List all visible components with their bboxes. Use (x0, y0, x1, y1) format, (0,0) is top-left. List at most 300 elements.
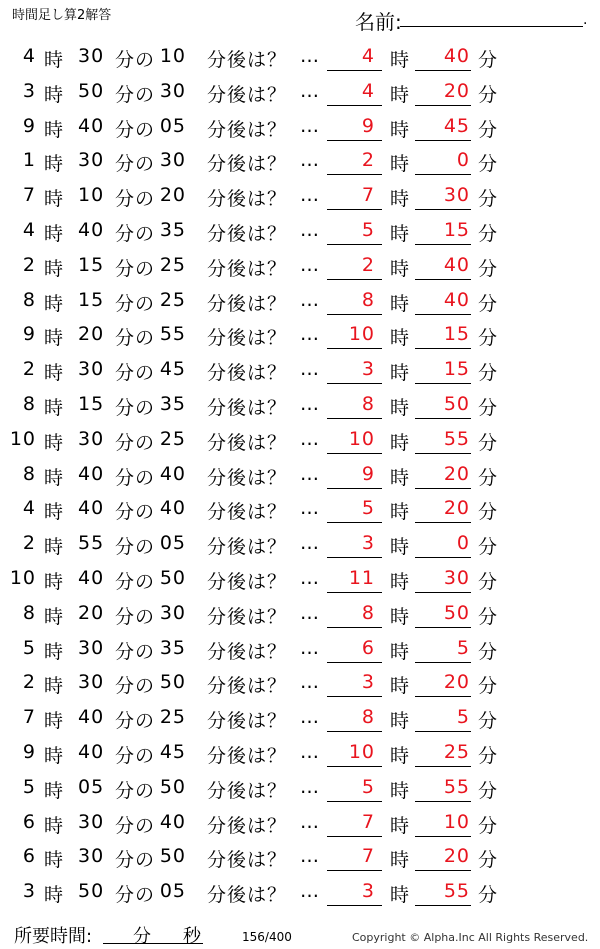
answer-minute: 20 (443, 671, 470, 694)
added-minutes: 30 (159, 149, 186, 172)
minutes-after-label: 分後は？ (207, 153, 288, 176)
answer-minute-label: 分 (478, 327, 499, 350)
minute-of-label: 分の (115, 640, 156, 663)
minute-of-label: 分の (115, 570, 156, 593)
minutes-after-label: 分後は？ (207, 640, 288, 663)
minute-of-label: 分の (115, 501, 156, 524)
start-minute: 40 (78, 497, 105, 520)
start-hour: 1 (22, 149, 36, 172)
minutes-after-label: 分後は？ (207, 710, 288, 733)
start-hour: 6 (22, 810, 36, 833)
start-minute: 30 (78, 671, 105, 694)
answer-hour: 3 (361, 532, 375, 555)
start-hour: 10 (9, 566, 36, 589)
minutes-after-label: 分後は？ (207, 849, 288, 872)
problem-row (0, 838, 600, 873)
answer-hour-label: 時 (390, 536, 411, 559)
minute-of-label: 分の (115, 849, 156, 872)
answer-minute: 40 (443, 45, 470, 67)
hour-label: 時 (44, 849, 65, 872)
answer-hour-label: 時 (390, 257, 411, 280)
answer-hour: 4 (361, 79, 375, 102)
minute-of-label: 分の (115, 466, 156, 489)
minutes-after-label: 分後は？ (207, 536, 288, 559)
answer-hour-underline (327, 453, 382, 454)
ellipsis: … (300, 740, 320, 763)
ellipsis: … (300, 566, 320, 589)
hour-label: 時 (44, 49, 65, 71)
start-hour: 5 (22, 775, 36, 798)
answer-minute: 25 (443, 740, 470, 763)
answer-hour: 3 (361, 358, 375, 381)
hour-label: 時 (44, 814, 65, 837)
ellipsis: … (300, 497, 320, 520)
time-required-label: 所要時間: (14, 926, 93, 947)
answer-hour-label: 時 (390, 884, 411, 907)
answer-minute-label: 分 (478, 118, 499, 141)
problem-row (0, 699, 600, 734)
start-minute: 40 (78, 566, 105, 589)
problem-row (0, 560, 600, 595)
start-minute: 30 (78, 636, 105, 659)
problem-row (0, 664, 600, 699)
start-minute: 50 (78, 79, 105, 102)
start-hour: 7 (22, 184, 36, 207)
ellipsis: … (300, 218, 320, 241)
answer-hour: 3 (361, 671, 375, 694)
answer-hour-underline (327, 662, 382, 663)
start-hour: 4 (22, 45, 36, 67)
name-field-line (400, 26, 583, 27)
answer-hour: 10 (348, 427, 375, 450)
answer-minute-label: 分 (478, 431, 499, 454)
answer-minute-underline (415, 140, 471, 141)
hour-label: 時 (44, 222, 65, 245)
answer-hour-underline (327, 348, 382, 349)
problem-row (0, 38, 600, 73)
answer-hour-underline (327, 696, 382, 697)
answer-minute-underline (415, 314, 471, 315)
answer-hour-label: 時 (390, 675, 411, 698)
ellipsis: … (300, 636, 320, 659)
answer-minute-underline (415, 279, 471, 280)
added-minutes: 25 (159, 427, 186, 450)
hour-label: 時 (44, 188, 65, 211)
minute-of-label: 分の (115, 327, 156, 350)
ellipsis: … (300, 427, 320, 450)
answer-minute: 50 (443, 601, 470, 624)
start-hour: 3 (22, 79, 36, 102)
ellipsis: … (300, 323, 320, 346)
minutes-after-label: 分後は？ (207, 83, 288, 106)
start-minute: 40 (78, 114, 105, 137)
minute-of-label: 分の (115, 675, 156, 698)
minutes-after-label: 分後は？ (207, 466, 288, 489)
answer-minute-label: 分 (478, 292, 499, 315)
answer-hour-underline (327, 418, 382, 419)
time-required-second-unit: 秒 (183, 926, 201, 947)
answer-minute-underline (415, 592, 471, 593)
answer-hour-label: 時 (390, 83, 411, 106)
minute-of-label: 分の (115, 884, 156, 907)
added-minutes: 30 (159, 601, 186, 624)
hour-label: 時 (44, 710, 65, 733)
answer-minute: 55 (443, 775, 470, 798)
minutes-after-label: 分後は？ (207, 605, 288, 628)
start-minute: 05 (78, 775, 105, 798)
minute-of-label: 分の (115, 536, 156, 559)
answer-hour-label: 時 (390, 814, 411, 837)
added-minutes: 30 (159, 79, 186, 102)
hour-label: 時 (44, 466, 65, 489)
answer-hour-label: 時 (390, 118, 411, 141)
hour-label: 時 (44, 118, 65, 141)
answer-minute-label: 分 (478, 466, 499, 489)
answer-minute-label: 分 (478, 744, 499, 767)
answer-hour-label: 時 (390, 779, 411, 802)
answer-minute-underline (415, 105, 471, 106)
minute-of-label: 分の (115, 396, 156, 419)
answer-hour: 7 (361, 845, 375, 868)
minutes-after-label: 分後は？ (207, 744, 288, 767)
answer-hour-underline (327, 766, 382, 767)
start-minute: 10 (78, 184, 105, 207)
problem-row (0, 490, 600, 525)
hour-label: 時 (44, 431, 65, 454)
answer-hour: 5 (361, 218, 375, 241)
answer-hour-label: 時 (390, 362, 411, 385)
minute-of-label: 分の (115, 710, 156, 733)
hour-label: 時 (44, 640, 65, 663)
answer-hour: 8 (361, 706, 375, 729)
added-minutes: 35 (159, 636, 186, 659)
start-hour: 2 (22, 532, 36, 555)
minute-of-label: 分の (115, 49, 156, 71)
answer-minute: 5 (456, 706, 470, 729)
added-minutes: 50 (159, 845, 186, 868)
answer-hour-underline (327, 383, 382, 384)
answer-minute-underline (415, 209, 471, 210)
problem-row (0, 734, 600, 769)
answer-minute: 40 (443, 288, 470, 311)
problem-row (0, 456, 600, 491)
added-minutes: 55 (159, 323, 186, 346)
minute-of-label: 分の (115, 362, 156, 385)
answer-minute: 20 (443, 845, 470, 868)
start-minute: 40 (78, 218, 105, 241)
added-minutes: 50 (159, 671, 186, 694)
answer-hour-underline (327, 488, 382, 489)
minute-of-label: 分の (115, 814, 156, 837)
ellipsis: … (300, 706, 320, 729)
answer-minute-underline (415, 70, 471, 71)
answer-hour-underline (327, 209, 382, 210)
answer-hour: 11 (348, 566, 375, 589)
answer-minute-underline (415, 836, 471, 837)
answer-hour: 2 (361, 149, 375, 172)
name-label: 名前: (355, 10, 402, 34)
minutes-after-label: 分後は？ (207, 292, 288, 315)
start-minute: 20 (78, 601, 105, 624)
answer-hour: 4 (361, 45, 375, 67)
answer-minute-label: 分 (478, 257, 499, 280)
answer-hour: 10 (348, 740, 375, 763)
problem-row (0, 525, 600, 560)
ellipsis: … (300, 45, 320, 67)
worksheet-title: 時間足し算2解答 (12, 8, 112, 23)
answer-minute-label: 分 (478, 396, 499, 419)
ellipsis: … (300, 775, 320, 798)
hour-label: 時 (44, 153, 65, 176)
answer-hour-underline (327, 105, 382, 106)
answer-hour-label: 時 (390, 292, 411, 315)
minutes-after-label: 分後は？ (207, 362, 288, 385)
start-minute: 15 (78, 392, 105, 415)
start-minute: 40 (78, 740, 105, 763)
answer-minute-label: 分 (478, 570, 499, 593)
answer-hour-underline (327, 279, 382, 280)
added-minutes: 25 (159, 706, 186, 729)
answer-minute-underline (415, 905, 471, 906)
start-minute: 40 (78, 706, 105, 729)
problem-row (0, 630, 600, 665)
answer-minute: 0 (456, 532, 470, 555)
answer-hour-underline (327, 70, 382, 71)
added-minutes: 45 (159, 358, 186, 381)
ellipsis: … (300, 671, 320, 694)
minutes-after-label: 分後は？ (207, 884, 288, 907)
minute-of-label: 分の (115, 257, 156, 280)
answer-minute-label: 分 (478, 884, 499, 907)
answer-hour-label: 時 (390, 744, 411, 767)
start-hour: 8 (22, 462, 36, 485)
minute-of-label: 分の (115, 118, 156, 141)
added-minutes: 50 (159, 775, 186, 798)
minute-of-label: 分の (115, 605, 156, 628)
minute-of-label: 分の (115, 292, 156, 315)
answer-hour-label: 時 (390, 327, 411, 350)
answer-hour-underline (327, 731, 382, 732)
answer-hour-underline (327, 522, 382, 523)
answer-hour-label: 時 (390, 710, 411, 733)
answer-minute-label: 分 (478, 536, 499, 559)
answer-hour: 8 (361, 601, 375, 624)
problem-row (0, 282, 600, 317)
time-required-minute-unit: 分 (133, 926, 151, 947)
hour-label: 時 (44, 570, 65, 593)
start-minute: 15 (78, 253, 105, 276)
answer-hour-underline (327, 174, 382, 175)
answer-hour-underline (327, 801, 382, 802)
start-minute: 30 (78, 358, 105, 381)
start-minute: 30 (78, 149, 105, 172)
answer-minute: 15 (443, 218, 470, 241)
answer-minute-underline (415, 662, 471, 663)
ellipsis: … (300, 114, 320, 137)
added-minutes: 35 (159, 392, 186, 415)
answer-hour-label: 時 (390, 396, 411, 419)
added-minutes: 05 (159, 532, 186, 555)
problem-row (0, 873, 600, 908)
answer-hour-label: 時 (390, 188, 411, 211)
answer-minute: 55 (443, 427, 470, 450)
start-minute: 30 (78, 427, 105, 450)
added-minutes: 40 (159, 810, 186, 833)
answer-minute: 10 (443, 810, 470, 833)
added-minutes: 05 (159, 114, 186, 137)
answer-hour-label: 時 (390, 605, 411, 628)
start-hour: 2 (22, 671, 36, 694)
problem-row (0, 73, 600, 108)
start-hour: 8 (22, 601, 36, 624)
answer-minute-underline (415, 244, 471, 245)
start-hour: 7 (22, 706, 36, 729)
hour-label: 時 (44, 675, 65, 698)
hour-label: 時 (44, 257, 65, 280)
hour-label: 時 (44, 536, 65, 559)
minute-of-label: 分の (115, 222, 156, 245)
added-minutes: 50 (159, 566, 186, 589)
answer-hour-underline (327, 592, 382, 593)
ellipsis: … (300, 79, 320, 102)
answer-hour-underline (327, 627, 382, 628)
problem-row (0, 316, 600, 351)
answer-hour: 9 (361, 462, 375, 485)
answer-minute: 45 (443, 114, 470, 137)
minutes-after-label: 分後は？ (207, 257, 288, 280)
answer-hour: 5 (361, 775, 375, 798)
ellipsis: … (300, 358, 320, 381)
answer-minute-underline (415, 383, 471, 384)
answer-minute-label: 分 (478, 362, 499, 385)
minutes-after-label: 分後は？ (207, 188, 288, 211)
answer-hour-label: 時 (390, 222, 411, 245)
answer-minute: 55 (443, 880, 470, 903)
hour-label: 時 (44, 83, 65, 106)
problem-row (0, 108, 600, 143)
minutes-after-label: 分後は？ (207, 327, 288, 350)
answer-hour-label: 時 (390, 501, 411, 524)
answer-minute-label: 分 (478, 814, 499, 837)
answer-hour: 10 (348, 323, 375, 346)
ellipsis: … (300, 462, 320, 485)
minute-of-label: 分の (115, 153, 156, 176)
answer-hour-label: 時 (390, 153, 411, 176)
added-minutes: 05 (159, 880, 186, 903)
ellipsis: … (300, 532, 320, 555)
start-minute: 30 (78, 45, 105, 67)
answer-minute-underline (415, 801, 471, 802)
hour-label: 時 (44, 362, 65, 385)
answer-minute-label: 分 (478, 188, 499, 211)
minutes-after-label: 分後は？ (207, 431, 288, 454)
start-minute: 40 (78, 462, 105, 485)
problem-row (0, 769, 600, 804)
start-hour: 6 (22, 845, 36, 868)
minutes-after-label: 分後は？ (207, 118, 288, 141)
minutes-after-label: 分後は？ (207, 49, 288, 71)
problem-row (0, 386, 600, 421)
start-minute: 30 (78, 845, 105, 868)
answer-minute: 20 (443, 497, 470, 520)
problem-row (0, 351, 600, 386)
ellipsis: … (300, 149, 320, 172)
start-hour: 9 (22, 740, 36, 763)
answer-minute-label: 分 (478, 501, 499, 524)
problem-row (0, 804, 600, 839)
minute-of-label: 分の (115, 83, 156, 106)
answer-hour: 2 (361, 253, 375, 276)
answer-hour-underline (327, 557, 382, 558)
answer-minute-underline (415, 418, 471, 419)
answer-minute: 5 (456, 636, 470, 659)
start-hour: 9 (22, 114, 36, 137)
answer-hour-label: 時 (390, 640, 411, 663)
answer-minute-underline (415, 766, 471, 767)
hour-label: 時 (44, 884, 65, 907)
answer-minute-underline (415, 348, 471, 349)
answer-minute-underline (415, 696, 471, 697)
problem-row (0, 212, 600, 247)
answer-minute: 40 (443, 253, 470, 276)
answer-minute: 15 (443, 358, 470, 381)
answer-minute-label: 分 (478, 675, 499, 698)
answer-minute-underline (415, 174, 471, 175)
answer-hour-label: 時 (390, 49, 411, 71)
added-minutes: 40 (159, 497, 186, 520)
added-minutes: 20 (159, 184, 186, 207)
problem-row (0, 421, 600, 456)
minute-of-label: 分の (115, 744, 156, 767)
problem-row (0, 247, 600, 282)
minutes-after-label: 分後は？ (207, 501, 288, 524)
answer-hour-label: 時 (390, 570, 411, 593)
answer-minute-label: 分 (478, 710, 499, 733)
answer-hour: 6 (361, 636, 375, 659)
answer-hour-underline (327, 140, 382, 141)
start-minute: 55 (78, 532, 105, 555)
answer-minute-label: 分 (478, 222, 499, 245)
answer-minute-label: 分 (478, 153, 499, 176)
ellipsis: … (300, 601, 320, 624)
answer-hour-label: 時 (390, 431, 411, 454)
answer-minute-underline (415, 522, 471, 523)
problem-row (0, 142, 600, 177)
start-hour: 2 (22, 358, 36, 381)
answer-minute-underline (415, 453, 471, 454)
added-minutes: 10 (159, 45, 186, 67)
answer-minute: 20 (443, 79, 470, 102)
answer-minute-label: 分 (478, 83, 499, 106)
answer-minute-label: 分 (478, 779, 499, 802)
start-hour: 3 (22, 880, 36, 903)
start-minute: 50 (78, 880, 105, 903)
answer-minute-underline (415, 488, 471, 489)
answer-minute-underline (415, 557, 471, 558)
name-field-end-dot: . (583, 12, 588, 28)
answer-hour: 3 (361, 880, 375, 903)
added-minutes: 25 (159, 253, 186, 276)
answer-minute-underline (415, 627, 471, 628)
start-hour: 8 (22, 288, 36, 311)
answer-hour: 9 (361, 114, 375, 137)
start-minute: 15 (78, 288, 105, 311)
minute-of-label: 分の (115, 431, 156, 454)
minute-of-label: 分の (115, 188, 156, 211)
answer-minute: 20 (443, 462, 470, 485)
answer-hour: 7 (361, 184, 375, 207)
ellipsis: … (300, 253, 320, 276)
